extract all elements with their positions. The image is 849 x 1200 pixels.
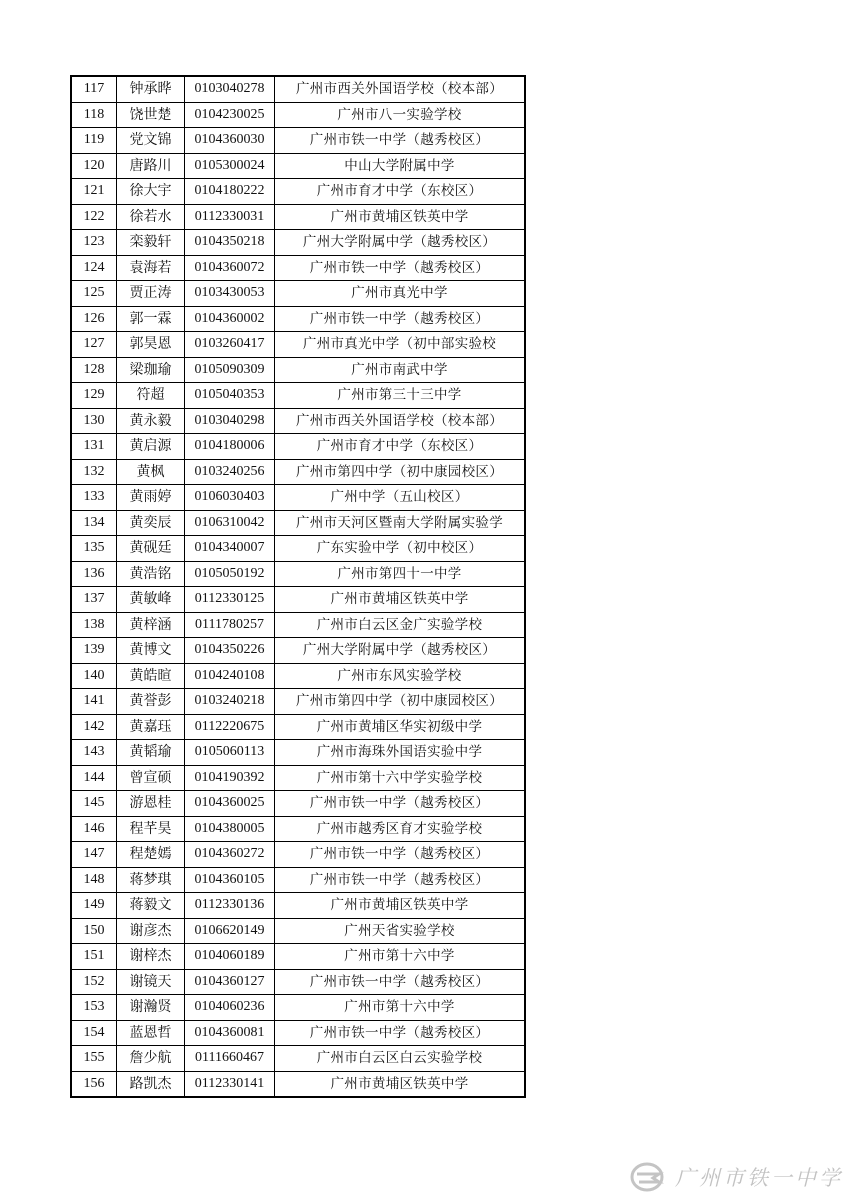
row-number-cell: 117 [71, 76, 117, 102]
table-row [71, 995, 525, 1021]
student-name-cell: 符超 [117, 383, 185, 409]
table-row [71, 740, 525, 766]
student-name-cell: 黄皓暄 [117, 663, 185, 689]
row-number-cell: 152 [71, 969, 117, 995]
table-row [71, 893, 525, 919]
school-name-cell: 广州市铁一中学（越秀校区） [275, 128, 526, 154]
student-name-cell: 徐若水 [117, 204, 185, 230]
table-row [71, 306, 525, 332]
student-name-cell: 黄敏峰 [117, 587, 185, 613]
table-row [71, 281, 525, 307]
school-emblem-icon [629, 1162, 669, 1192]
row-number-cell: 142 [71, 714, 117, 740]
student-table [70, 75, 526, 1098]
student-name-cell: 蓝恩哲 [117, 1020, 185, 1046]
school-name-cell: 广州市育才中学（东校区） [275, 179, 526, 205]
exam-id-cell: 0103240256 [185, 459, 275, 485]
exam-id-cell: 0104360105 [185, 867, 275, 893]
row-number-cell: 139 [71, 638, 117, 664]
row-number-cell: 154 [71, 1020, 117, 1046]
exam-id-cell: 0103040278 [185, 76, 275, 102]
exam-id-cell: 0112330031 [185, 204, 275, 230]
school-name-cell: 广州天省实验学校 [275, 918, 526, 944]
table-row [71, 536, 525, 562]
table-row [71, 408, 525, 434]
row-number-cell: 140 [71, 663, 117, 689]
student-list [70, 75, 526, 1098]
student-name-cell: 黄浩铭 [117, 561, 185, 587]
table-row [71, 230, 525, 256]
table-row [71, 485, 525, 511]
table-row [71, 791, 525, 817]
row-number-cell: 136 [71, 561, 117, 587]
student-name-cell: 党文锦 [117, 128, 185, 154]
exam-id-cell: 0106030403 [185, 485, 275, 511]
row-number-cell: 150 [71, 918, 117, 944]
exam-id-cell: 0111780257 [185, 612, 275, 638]
school-name-cell: 广州市西关外国语学校（校本部） [275, 76, 526, 102]
school-name-cell: 广州大学附属中学（越秀校区） [275, 230, 526, 256]
student-name-cell: 曾宣硕 [117, 765, 185, 791]
student-name-cell: 黄嘉珏 [117, 714, 185, 740]
exam-id-cell: 0104360002 [185, 306, 275, 332]
table-row [71, 714, 525, 740]
school-name-cell: 广州市黄埔区华实初级中学 [275, 714, 526, 740]
student-name-cell: 贾正涛 [117, 281, 185, 307]
table-row [71, 842, 525, 868]
exam-id-cell: 0103240218 [185, 689, 275, 715]
row-number-cell: 121 [71, 179, 117, 205]
table-row [71, 1046, 525, 1072]
row-number-cell: 151 [71, 944, 117, 970]
student-name-cell: 蒋梦琪 [117, 867, 185, 893]
student-name-cell: 黄奕辰 [117, 510, 185, 536]
exam-id-cell: 0104360081 [185, 1020, 275, 1046]
school-name-cell: 广州市白云区白云实验学校 [275, 1046, 526, 1072]
school-name-cell: 广州市东风实验学校 [275, 663, 526, 689]
student-name-cell: 郭昊恩 [117, 332, 185, 358]
student-name-cell: 谢梓杰 [117, 944, 185, 970]
table-row [71, 867, 525, 893]
school-name-cell: 广州市第十六中学 [275, 995, 526, 1021]
student-name-cell: 黄韬瑜 [117, 740, 185, 766]
school-name-cell: 广州市铁一中学（越秀校区） [275, 842, 526, 868]
student-name-cell: 饶世楚 [117, 102, 185, 128]
table-row [71, 638, 525, 664]
student-name-cell: 黄雨婷 [117, 485, 185, 511]
row-number-cell: 134 [71, 510, 117, 536]
row-number-cell: 143 [71, 740, 117, 766]
row-number-cell: 118 [71, 102, 117, 128]
school-name-cell: 广州大学附属中学（越秀校区） [275, 638, 526, 664]
exam-id-cell: 0104380005 [185, 816, 275, 842]
row-number-cell: 137 [71, 587, 117, 613]
row-number-cell: 119 [71, 128, 117, 154]
exam-id-cell: 0104340007 [185, 536, 275, 562]
school-name-cell: 广东实验中学（初中校区） [275, 536, 526, 562]
row-number-cell: 127 [71, 332, 117, 358]
table-row [71, 255, 525, 281]
student-name-cell: 路凯杰 [117, 1071, 185, 1097]
school-name-cell: 广州市铁一中学（越秀校区） [275, 969, 526, 995]
table-row [71, 1071, 525, 1097]
student-name-cell: 唐路川 [117, 153, 185, 179]
row-number-cell: 132 [71, 459, 117, 485]
student-name-cell: 游恩桂 [117, 791, 185, 817]
table-row [71, 128, 525, 154]
school-name-cell: 广州市铁一中学（越秀校区） [275, 306, 526, 332]
row-number-cell: 133 [71, 485, 117, 511]
school-name-cell: 广州市黄埔区铁英中学 [275, 204, 526, 230]
row-number-cell: 148 [71, 867, 117, 893]
row-number-cell: 126 [71, 306, 117, 332]
exam-id-cell: 0112330125 [185, 587, 275, 613]
school-watermark [629, 1162, 843, 1192]
exam-id-cell: 0105040353 [185, 383, 275, 409]
table-row [71, 332, 525, 358]
row-number-cell: 146 [71, 816, 117, 842]
table-row [71, 561, 525, 587]
row-number-cell: 149 [71, 893, 117, 919]
row-number-cell: 153 [71, 995, 117, 1021]
exam-id-cell: 0104350226 [185, 638, 275, 664]
row-number-cell: 144 [71, 765, 117, 791]
exam-id-cell: 0103040298 [185, 408, 275, 434]
exam-id-cell: 0103430053 [185, 281, 275, 307]
school-name-cell: 广州市真光中学（初中部实验校 [275, 332, 526, 358]
student-name-cell: 谢彦杰 [117, 918, 185, 944]
student-name-cell: 黄永毅 [117, 408, 185, 434]
row-number-cell: 141 [71, 689, 117, 715]
school-name-cell: 广州市八一实验学校 [275, 102, 526, 128]
row-number-cell: 131 [71, 434, 117, 460]
table-row [71, 459, 525, 485]
row-number-cell: 125 [71, 281, 117, 307]
student-name-cell: 黄梓涵 [117, 612, 185, 638]
exam-id-cell: 0104360030 [185, 128, 275, 154]
row-number-cell: 130 [71, 408, 117, 434]
row-number-cell: 156 [71, 1071, 117, 1097]
table-row [71, 612, 525, 638]
row-number-cell: 135 [71, 536, 117, 562]
exam-id-cell: 0105050192 [185, 561, 275, 587]
watermark-text: 广州市铁一中学 [675, 1166, 843, 1190]
row-number-cell: 147 [71, 842, 117, 868]
school-name-cell: 广州市黄埔区铁英中学 [275, 893, 526, 919]
exam-id-cell: 0105060113 [185, 740, 275, 766]
row-number-cell: 124 [71, 255, 117, 281]
exam-id-cell: 0104180222 [185, 179, 275, 205]
row-number-cell: 145 [71, 791, 117, 817]
exam-id-cell: 0104060236 [185, 995, 275, 1021]
student-name-cell: 钟承晔 [117, 76, 185, 102]
school-name-cell: 广州市第四中学（初中康园校区） [275, 459, 526, 485]
school-name-cell: 广州市海珠外国语实验中学 [275, 740, 526, 766]
student-name-cell: 徐大宇 [117, 179, 185, 205]
table-row [71, 765, 525, 791]
row-number-cell: 122 [71, 204, 117, 230]
student-name-cell: 黄博文 [117, 638, 185, 664]
school-name-cell: 广州市黄埔区铁英中学 [275, 1071, 526, 1097]
row-number-cell: 138 [71, 612, 117, 638]
school-name-cell: 广州市第四中学（初中康园校区） [275, 689, 526, 715]
exam-id-cell: 0104360072 [185, 255, 275, 281]
table-row [71, 969, 525, 995]
table-row [71, 383, 525, 409]
exam-id-cell: 0104190392 [185, 765, 275, 791]
exam-id-cell: 0111660467 [185, 1046, 275, 1072]
school-name-cell: 广州市黄埔区铁英中学 [275, 587, 526, 613]
exam-id-cell: 0104360127 [185, 969, 275, 995]
exam-id-cell: 0112330136 [185, 893, 275, 919]
student-name-cell: 程楚嫣 [117, 842, 185, 868]
student-name-cell: 栾毅轩 [117, 230, 185, 256]
school-name-cell: 广州市真光中学 [275, 281, 526, 307]
exam-id-cell: 0104060189 [185, 944, 275, 970]
school-name-cell: 广州市铁一中学（越秀校区） [275, 867, 526, 893]
school-name-cell: 广州市天河区暨南大学附属实验学 [275, 510, 526, 536]
table-row [71, 816, 525, 842]
exam-id-cell: 0104350218 [185, 230, 275, 256]
student-name-cell: 黄启源 [117, 434, 185, 460]
school-name-cell: 广州市越秀区育才实验学校 [275, 816, 526, 842]
exam-id-cell: 0104180006 [185, 434, 275, 460]
table-row [71, 153, 525, 179]
exam-id-cell: 0104360272 [185, 842, 275, 868]
school-name-cell: 广州市第四十一中学 [275, 561, 526, 587]
student-name-cell: 詹少航 [117, 1046, 185, 1072]
row-number-cell: 129 [71, 383, 117, 409]
exam-id-cell: 0112220675 [185, 714, 275, 740]
school-name-cell: 广州市育才中学（东校区） [275, 434, 526, 460]
table-row [71, 434, 525, 460]
table-row [71, 587, 525, 613]
exam-id-cell: 0106620149 [185, 918, 275, 944]
school-name-cell: 广州市铁一中学（越秀校区） [275, 791, 526, 817]
exam-id-cell: 0104360025 [185, 791, 275, 817]
student-name-cell: 谢镜天 [117, 969, 185, 995]
school-name-cell: 中山大学附属中学 [275, 153, 526, 179]
exam-id-cell: 0103260417 [185, 332, 275, 358]
table-row [71, 663, 525, 689]
exam-id-cell: 0106310042 [185, 510, 275, 536]
school-name-cell: 广州市铁一中学（越秀校区） [275, 1020, 526, 1046]
school-name-cell: 广州市铁一中学（越秀校区） [275, 255, 526, 281]
row-number-cell: 155 [71, 1046, 117, 1072]
student-name-cell: 谢瀚贤 [117, 995, 185, 1021]
table-row [71, 944, 525, 970]
school-name-cell: 广州市第十六中学 [275, 944, 526, 970]
student-name-cell: 黄砚廷 [117, 536, 185, 562]
school-name-cell: 广州中学（五山校区） [275, 485, 526, 511]
row-number-cell: 120 [71, 153, 117, 179]
exam-id-cell: 0105300024 [185, 153, 275, 179]
student-name-cell: 黄誉彭 [117, 689, 185, 715]
exam-id-cell: 0104230025 [185, 102, 275, 128]
table-row [71, 1020, 525, 1046]
row-number-cell: 128 [71, 357, 117, 383]
school-name-cell: 广州市第十六中学实验学校 [275, 765, 526, 791]
table-row [71, 510, 525, 536]
student-name-cell: 蒋毅文 [117, 893, 185, 919]
student-name-cell: 郭一霖 [117, 306, 185, 332]
student-name-cell: 黄枫 [117, 459, 185, 485]
student-name-cell: 梁珈瑜 [117, 357, 185, 383]
row-number-cell: 123 [71, 230, 117, 256]
table-row [71, 179, 525, 205]
student-name-cell: 程芊昊 [117, 816, 185, 842]
exam-id-cell: 0112330141 [185, 1071, 275, 1097]
school-name-cell: 广州市西关外国语学校（校本部） [275, 408, 526, 434]
student-name-cell: 袁海若 [117, 255, 185, 281]
school-name-cell: 广州市第三十三中学 [275, 383, 526, 409]
student-table-body [71, 76, 525, 1097]
exam-id-cell: 0104240108 [185, 663, 275, 689]
exam-id-cell: 0105090309 [185, 357, 275, 383]
table-row [71, 689, 525, 715]
table-row [71, 918, 525, 944]
school-name-cell: 广州市南武中学 [275, 357, 526, 383]
school-name-cell: 广州市白云区金广实验学校 [275, 612, 526, 638]
table-row [71, 204, 525, 230]
table-row [71, 102, 525, 128]
table-row [71, 357, 525, 383]
table-row [71, 76, 525, 102]
